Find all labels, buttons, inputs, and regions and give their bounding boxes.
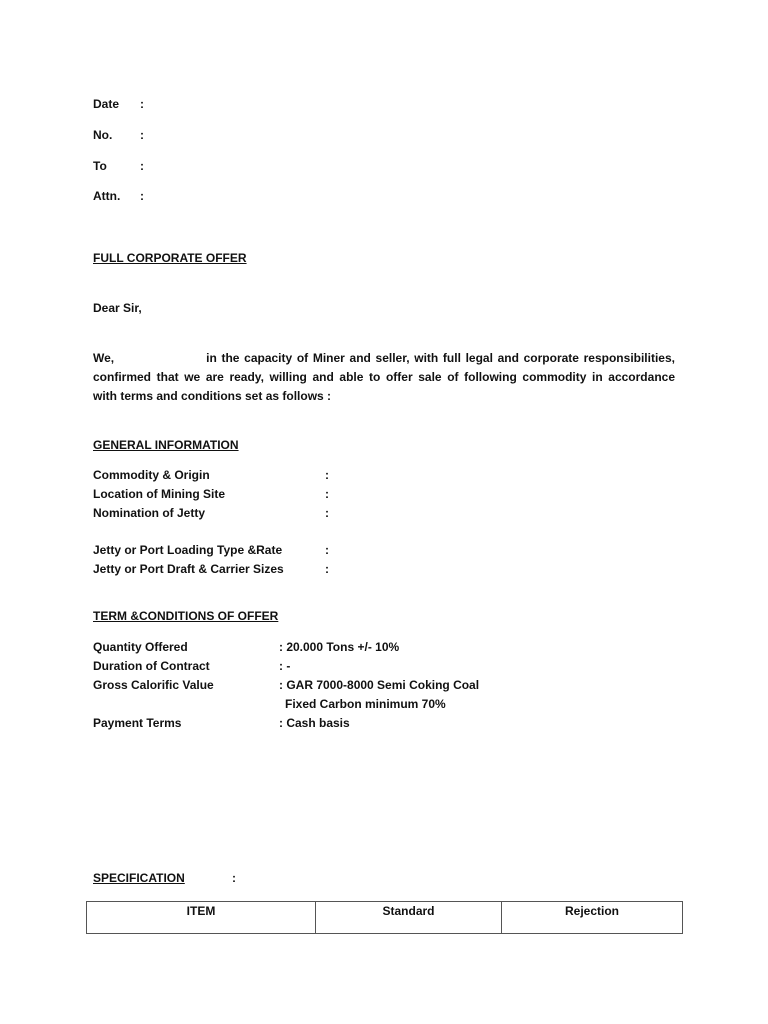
intro-line-1-rest: in the capacity of Miner and seller, with full legal and corporate responsibilities, <box>206 351 675 365</box>
specification-heading: SPECIFICATION <box>93 871 185 885</box>
to-colon: : <box>140 159 144 173</box>
draft-carrier-colon: : <box>325 562 329 576</box>
specification-table <box>86 901 683 934</box>
loading-type-label: Jetty or Port Loading Type &Rate <box>93 543 283 557</box>
duration-value: : - <box>279 659 291 673</box>
column-header-rejection: Rejection <box>502 902 683 934</box>
mining-site-colon: : <box>325 487 329 501</box>
date-colon: : <box>140 97 144 111</box>
intro-line-3: with terms and conditions set as follows : <box>93 389 332 403</box>
specification-header-row <box>87 902 683 934</box>
date-label: Date <box>93 97 120 111</box>
number-label: No. <box>93 128 113 142</box>
general-info-heading: GENERAL INFORMATION <box>93 438 239 452</box>
intro-line-1 <box>93 349 675 368</box>
payment-label: Payment Terms <box>93 716 182 730</box>
calorific-value: : GAR 7000-8000 Semi Coking Coal <box>279 678 480 692</box>
mining-site-label: Location of Mining Site <box>93 487 225 501</box>
attn-colon: : <box>140 189 144 203</box>
terms-heading: TERM &CONDITIONS OF OFFER <box>93 609 279 623</box>
quantity-value: : 20.000 Tons +/- 10% <box>279 640 400 654</box>
commodity-origin-colon: : <box>325 468 329 482</box>
column-header-standard: Standard <box>316 902 502 934</box>
to-label: To <box>93 159 107 173</box>
commodity-origin-label: Commodity & Origin <box>93 468 210 482</box>
payment-value: : Cash basis <box>279 716 350 730</box>
number-colon: : <box>140 128 144 142</box>
fixed-carbon-value: Fixed Carbon minimum 70% <box>285 697 446 711</box>
calorific-label: Gross Calorific Value <box>93 678 214 692</box>
offer-title: FULL CORPORATE OFFER <box>93 251 247 265</box>
intro-line-2: confirmed that we are ready, willing and able to offer sale of following commodity in accordance <box>93 370 675 384</box>
jetty-nomination-label: Nomination of Jetty <box>93 506 206 520</box>
salutation: Dear Sir, <box>93 301 142 315</box>
quantity-label: Quantity Offered <box>93 640 188 654</box>
attn-label: Attn. <box>93 189 121 203</box>
loading-type-colon: : <box>325 543 329 557</box>
draft-carrier-label: Jetty or Port Draft & Carrier Sizes <box>93 562 284 576</box>
jetty-nomination-colon: : <box>325 506 329 520</box>
intro-we: We, <box>93 351 115 365</box>
column-header-item: ITEM <box>87 902 316 934</box>
specification-colon: : <box>232 871 236 885</box>
duration-label: Duration of Contract <box>93 659 210 673</box>
intro-paragraph <box>93 349 675 406</box>
